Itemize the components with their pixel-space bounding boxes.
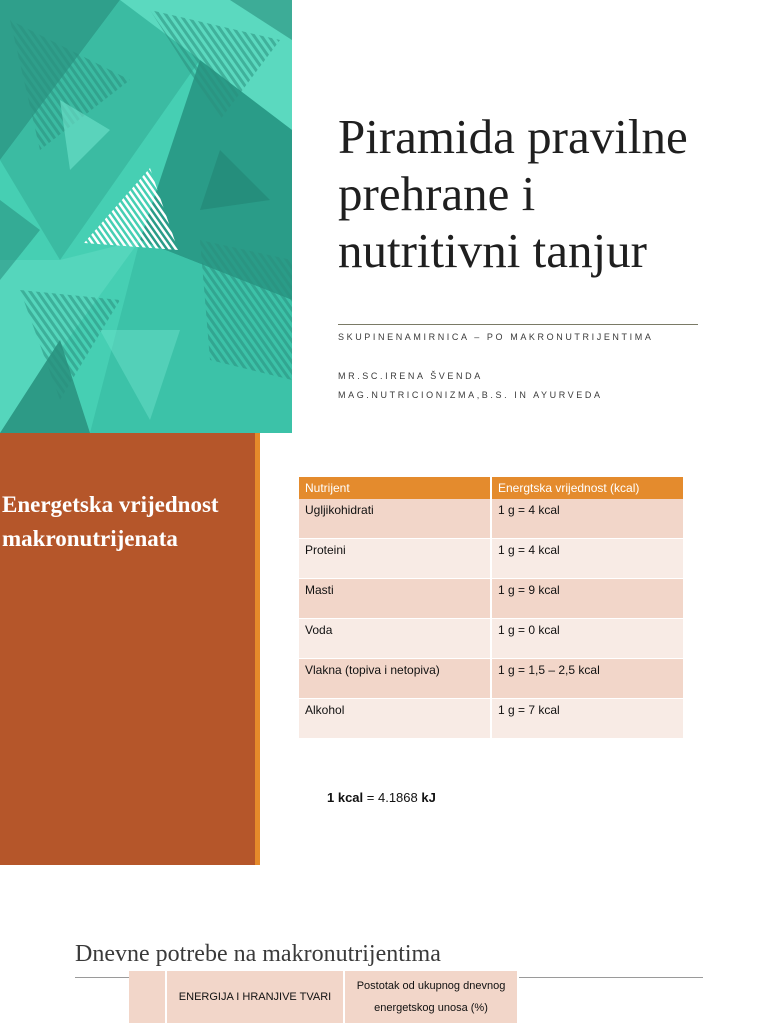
column-header: Postotak od ukupnog dnevnog energetskog unosa (%) [344,971,518,1023]
energy-cell: 1 g = 7 kcal [491,699,683,739]
table-row [299,619,683,659]
slide-heading: Energetska vrijednost makronutrijenata [2,492,219,551]
table-row [299,499,683,539]
table-row [299,579,683,619]
energy-cell: 1 g = 0 kcal [491,619,683,659]
table-header-row [299,477,683,499]
energy-cell: 1 g = 9 kcal [491,579,683,619]
slide-energy-values [0,433,768,865]
table-header-row [129,971,518,1023]
author-degree: MAG.NUTRICIONIZMA,B.S. IN AYURVEDA [338,390,603,400]
nutrient-cell: Alkohol [299,699,491,739]
decorative-triangles-image [0,0,292,433]
requirements-table [129,971,519,1023]
nutrient-cell: Ugljikohidrati [299,499,491,539]
title-panel [0,433,255,865]
nutrient-cell: Voda [299,619,491,659]
column-header: Nutrijent [299,477,491,499]
conversion-value: = 4.1868 [363,790,422,805]
nutrient-cell: Proteini [299,539,491,579]
conversion-unit: kJ [421,790,436,805]
energy-cell: 1 g = 1,5 – 2,5 kcal [491,659,683,699]
table-row [299,659,683,699]
nutrient-cell: Vlakna (topiva i netopiva) [299,659,491,699]
slide-title [0,0,768,433]
energy-cell: 1 g = 4 kcal [491,499,683,539]
unit-conversion-note [327,790,436,805]
presentation-title: Piramida pravilne prehrane i nutritivni tanjur [338,109,688,278]
empty-header-cell [129,971,166,1023]
slide-heading: Dnevne potrebe na makronutrijentima [75,941,441,967]
table-row [299,539,683,579]
table-row [299,699,683,739]
accent-stripe [255,433,260,865]
nutrient-cell: Masti [299,579,491,619]
author-name: MR.SC.IRENA ŠVENDA [338,371,483,381]
conversion-left: 1 kcal [327,790,364,805]
energy-table [299,477,683,739]
slide-daily-requirements [0,865,768,1024]
energy-cell: 1 g = 4 kcal [491,539,683,579]
column-header: Energtska vrijednost (kcal) [491,477,683,499]
title-divider [338,324,698,325]
column-header: ENERGIJA I HRANJIVE TVARI [166,971,344,1023]
subtitle: SKUPINENAMIRNICA – PO MAKRONUTRIJENTIMA [338,332,654,342]
